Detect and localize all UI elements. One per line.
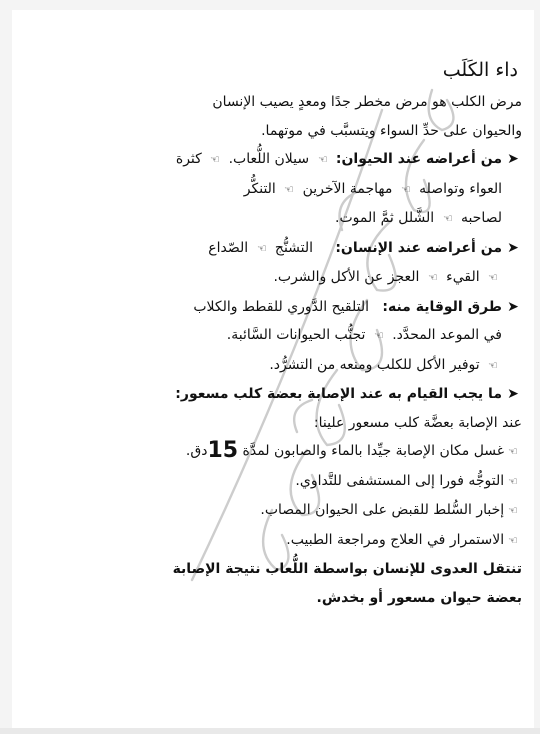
- list-item: تجنُّب الحيوانات السَّائبة.: [226, 327, 366, 343]
- document-page: [12, 10, 534, 728]
- list-item: الشَّلل ثمَّ الموت.: [335, 210, 435, 226]
- intro-line: والحيوان على حدِّ السواء ويتسبَّب في موتهما.: [261, 122, 522, 139]
- pointing-hand-icon: ☞: [508, 474, 518, 488]
- page-title: داء الكَلَب: [442, 59, 518, 81]
- arrowhead-bullet-icon: ➤: [507, 298, 519, 315]
- section-heading: طرق الوقاية منه:: [382, 298, 502, 315]
- section-human-symptoms: [64, 234, 522, 293]
- list-item: القيء: [446, 269, 480, 285]
- pointing-hand-icon: ☞: [210, 153, 221, 166]
- arrowhead-bullet-icon: ➤: [507, 239, 519, 256]
- section-prevention: [64, 293, 522, 381]
- list-item: لصاحبه: [460, 210, 502, 226]
- pointing-hand-icon: ☞: [400, 182, 411, 196]
- section-animal-symptoms: [64, 145, 522, 234]
- pointing-hand-icon: ☞: [508, 504, 518, 517]
- pointing-hand-icon: ☞: [317, 153, 328, 166]
- list-item: سيلان اللُّعاب.: [228, 151, 310, 167]
- pointing-hand-icon: ☞: [442, 212, 453, 225]
- list-item: التشنُّج: [274, 239, 314, 256]
- section-subheading: عند الإصابة بعضَّة كلب مسعور علينا:: [313, 414, 522, 431]
- list-item: كثرة: [175, 151, 202, 167]
- pointing-hand-icon: ☞: [256, 241, 267, 255]
- list-item: العواء وتواصله: [419, 180, 502, 197]
- list-item: في الموعد المحدَّد.: [392, 327, 502, 343]
- pointing-hand-icon: ☞: [488, 271, 498, 284]
- pointing-hand-icon: ☞: [488, 358, 498, 372]
- list-item: ☞إخبار السُّلط للقبض على الحيوان المصاب.: [64, 496, 522, 526]
- list-item: توفير الأكل للكلب ومنعه من التشرُّد.: [269, 356, 480, 373]
- list-item: مهاجمة الآخرين: [302, 180, 393, 197]
- pointing-hand-icon: ☞: [427, 271, 438, 284]
- list-item: التنكُّر: [243, 180, 276, 197]
- page-bottom-edge: [0, 728, 540, 734]
- conclusion-paragraph: [64, 555, 522, 612]
- section-heading: ما يجب القيام به عند الإصابة بعضة كلب مسعور:: [175, 386, 502, 402]
- arrowhead-bullet-icon: ➤: [507, 386, 519, 402]
- arrowhead-bullet-icon: ➤: [507, 151, 519, 167]
- list-item: العجز عن الأكل والشرب.: [273, 269, 420, 285]
- pointing-hand-icon: ☞: [508, 533, 518, 547]
- list-item: التلقيح الدَّوري للقطط والكلاب: [193, 298, 369, 315]
- intro-paragraph: [64, 88, 522, 145]
- list-item: ☞التوجُّه فورا إلى المستشفى للتَّداوي.: [64, 467, 522, 497]
- list-item: ☞غسل مكان الإصابة جيِّدا بالماء والصابون لمدَّة 15دق.: [64, 437, 522, 467]
- pointing-hand-icon: ☞: [284, 182, 295, 196]
- list-item: ☞الاستمرار في العلاج ومراجعة الطبيب.: [64, 526, 522, 556]
- section-bite-response: [64, 380, 522, 409]
- conclusion-line: بعضة حيوان مسعور أو بخدش.: [316, 589, 522, 606]
- section-heading: من أعراضه عند الإنسان:: [335, 239, 502, 256]
- conclusion-line: تنتقل العدوى للإنسان بواسطة اللُّعاب نتيجة الإصابة: [172, 561, 522, 577]
- intro-line: مرض الكلب هو مرض مخطر جدًا ومعدٍ يصيب الإنسان: [212, 94, 522, 110]
- document-body: [64, 54, 522, 612]
- duration-number: 15: [207, 438, 239, 463]
- list-item: الصّداع: [208, 239, 249, 256]
- pointing-hand-icon: ☞: [508, 445, 518, 458]
- section-heading: من أعراضه عند الحيوان:: [335, 151, 502, 167]
- pointing-hand-icon: ☞: [373, 329, 384, 342]
